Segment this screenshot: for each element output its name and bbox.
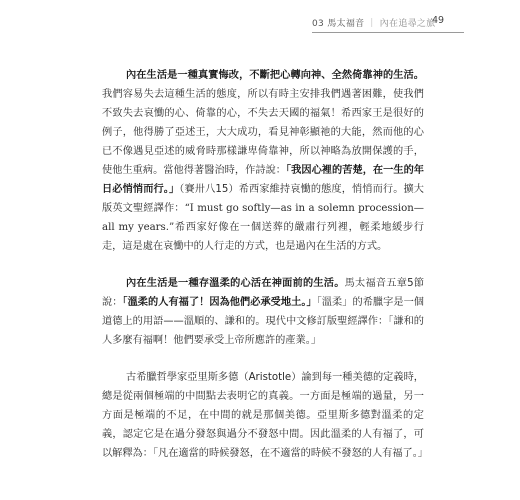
paragraph-heading: 內在生活是一種真實悔改，不斷把心轉向神、全然倚靠神的生活。	[126, 70, 424, 81]
paragraph-gap	[102, 350, 424, 368]
header-title	[312, 16, 436, 29]
paragraph-text: 馬太福音五章5節說：	[102, 278, 425, 308]
paragraph-text: 我們容易失去這種生活的態度，所以有時主安排我們遇著困難，使我們不致失去哀慟的心、倚靠的心，不失去天國的福氣！希西家王是很好的例子，他得勝了亞述王，大大成功，看見神彰顯祂的大能，然而他的心已不像遇見亞述的威脅時那樣謙卑倚靠神，所以神略為放開保護的手，使他生重病。當他得著醫治時，作詩說：	[102, 89, 424, 176]
scripture-quote: 「溫柔的人有福了！因為他們必承受地土。」	[122, 296, 317, 308]
paragraph-text: 「溫柔」的希臘字是一個道德上的用語——溫順的、謙和的。現代中文修訂版聖經譯作：「謙和的人多麼有福啊！他們要承受上帝所應許的產業。」	[102, 297, 424, 346]
english-quote: “I must go softly—as in a solemn procession—all my years.”	[102, 203, 424, 233]
paragraph-1	[102, 66, 424, 256]
paragraph-text: 希西家好像在一個送葬的嚴肅行列裡，輕柔地緩步行走，這是處在哀慟中的人行走的方式，也是過內在生活的方式。	[102, 222, 424, 252]
running-header	[0, 12, 520, 36]
paragraph-3	[102, 368, 428, 463]
section-label: 內在追尋之旅	[379, 19, 436, 29]
body-text	[102, 66, 428, 463]
chapter-label: 03 馬太福音	[312, 19, 365, 29]
paragraph-text: （賽卅八15）希西家維持哀慟的態度，悄悄而行。擴大版英文聖經譯作：	[102, 184, 424, 214]
header-rule	[312, 32, 464, 33]
paragraph-2	[102, 274, 424, 350]
paragraph-gap	[102, 256, 424, 274]
scripture-quote: 「我因心裡的苦楚，在一生的年日必悄悄而行。」	[102, 164, 424, 195]
page-number: 49	[432, 15, 445, 26]
paragraph-text: 古希臘哲學家亞里斯多德（Aristotle）論到每一種美德的定義時，總是從兩個極端的中間點去表明它的真義。一方面是極端的過量，另一方面是極端的不足，在中間的就是那個美德。亞里斯多德對溫柔的定義，認定它是在過分發怒與過分不發怒中間。因此溫柔的人有福了，可以解釋為：「凡在適當的時候發怒，在不適當的時候不發怒的人有福了。」	[102, 372, 428, 459]
header-separator: ｜	[367, 19, 377, 29]
paragraph-heading: 內在生活是一種存溫柔的心活在神面前的生活。	[126, 278, 345, 289]
